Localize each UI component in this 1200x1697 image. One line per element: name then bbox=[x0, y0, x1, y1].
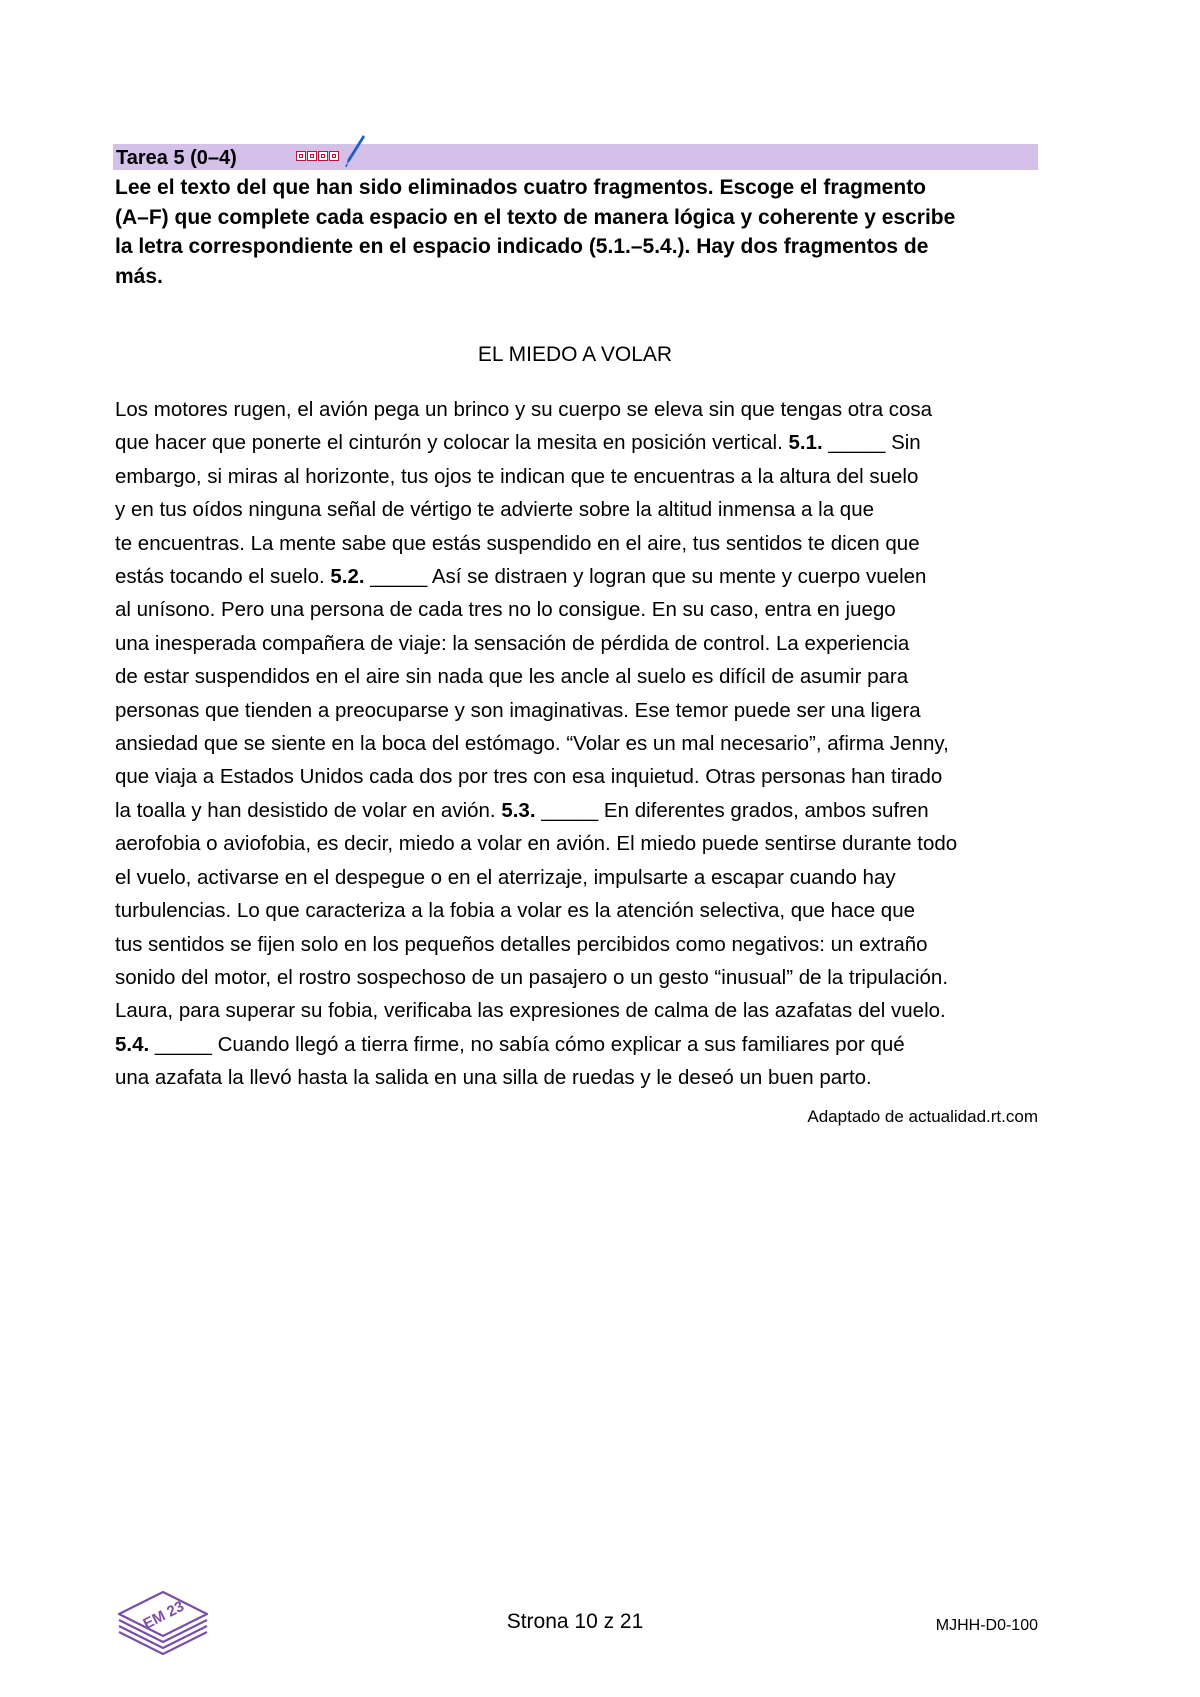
text-segment: aerofobia o aviofobia, es decir, miedo a volar en avión. El miedo puede sentirse durante todo bbox=[115, 832, 958, 856]
text-segment: sonido del motor, el rostro sospechoso de un pasajero o un gesto “inusual” de la tripulación. bbox=[115, 965, 949, 989]
text-segment: una azafata la llevó hasta la salida en una silla de ruedas y le deseó un buen parto. bbox=[115, 1066, 872, 1090]
task-header bbox=[113, 144, 1038, 170]
document-code: MJHH-D0-100 bbox=[935, 1617, 1038, 1634]
text-segment: una inesperada compañera de viaje: la sensación de pérdida de control. La experiencia bbox=[115, 631, 910, 655]
text-segment: y en tus oídos ninguna señal de vértigo te advierte sobre la altitud inmensa a la que bbox=[115, 498, 874, 522]
text-line bbox=[115, 593, 1050, 626]
text-line bbox=[115, 527, 1050, 560]
text-segment: _____ En diferentes grados, ambos sufren bbox=[535, 798, 929, 822]
text-segment: Los motores rugen, el avión pega un brinco y su cuerpo se eleva sin que tengas otra cosa bbox=[115, 398, 933, 421]
text-segment: al unísono. Pero una persona de cada tres no lo consigue. En su caso, entra en juego bbox=[115, 598, 896, 622]
task-title: Tarea 5 (0–4) bbox=[116, 147, 237, 169]
gap-label: 5.2. bbox=[330, 565, 365, 589]
text-segment: te encuentras. La mente sabe que estás suspendido en el aire, tus sentidos te dicen que bbox=[115, 531, 920, 555]
instruction-line: (A–F) que complete cada espacio en el texto de manera lógica y coherente y escribe bbox=[115, 205, 956, 229]
text-segment: Laura, para superar su fobia, verificaba las expresiones de calma de las azafatas del vuelo. bbox=[115, 999, 946, 1023]
text-line bbox=[115, 727, 1050, 760]
text-segment: _____ Cuando llegó a tierra firme, no sabía cómo explicar a sus familiares por qué bbox=[149, 1032, 905, 1056]
text-segment: _____ Así se distraen y logran que su mente y cuerpo vuelen bbox=[364, 565, 927, 589]
text-line bbox=[115, 694, 1050, 727]
text-line bbox=[115, 928, 1050, 961]
reading-text bbox=[115, 393, 1050, 1095]
text-line bbox=[115, 493, 1050, 526]
text-line bbox=[115, 994, 1050, 1027]
text-segment: ansiedad que se siente en la boca del estómago. “Volar es un mal necesario”, afirma Jenny, bbox=[115, 732, 949, 756]
text-segment: que hacer que ponerte el cinturón y colocar la mesita en posición vertical. bbox=[115, 431, 789, 455]
text-line bbox=[115, 794, 1050, 827]
gap-label: 5.1. bbox=[788, 431, 823, 455]
text-line bbox=[115, 560, 1050, 593]
gap-label: 5.3. bbox=[501, 798, 536, 822]
text-line bbox=[115, 827, 1050, 860]
text-line bbox=[115, 760, 1050, 793]
score-boxes-icon bbox=[296, 151, 340, 163]
instruction-line: la letra correspondiente en el espacio indicado (5.1.–5.4.). Hay dos fragmentos de bbox=[115, 235, 929, 258]
text-line bbox=[115, 627, 1050, 660]
text-line bbox=[115, 1028, 1050, 1061]
text-segment: el vuelo, activarse en el despegue o en el aterrizaje, impulsarte a escapar cuando hay bbox=[115, 865, 896, 889]
text-line bbox=[115, 393, 1050, 426]
pencil-icon bbox=[344, 134, 366, 168]
text-segment: embargo, si miras al horizonte, tus ojos te indican que te encuentras a la altura del suelo bbox=[115, 464, 919, 488]
text-segment: estás tocando el suelo. bbox=[115, 565, 331, 589]
instruction-line: Lee el texto del que han sido eliminados cuatro fragmentos. Escoge el fragmento bbox=[115, 176, 927, 199]
text-segment: turbulencias. Lo que caracteriza a la fobia a volar es la atención selectiva, que hace que bbox=[115, 899, 916, 923]
text-line bbox=[115, 660, 1050, 693]
text-segment: que viaja a Estados Unidos cada dos por tres con esa inquietud. Otras personas han tirado bbox=[115, 765, 943, 789]
logo-text: EM 23 bbox=[140, 1597, 187, 1633]
text-line bbox=[115, 894, 1050, 927]
text-line bbox=[115, 961, 1050, 994]
text-line bbox=[115, 460, 1050, 493]
gap-label: 5.4. bbox=[115, 1032, 150, 1056]
text-segment: _____ Sin bbox=[822, 431, 921, 455]
instruction-line: más. bbox=[115, 264, 163, 288]
page-number: Strona 10 z 21 bbox=[506, 1610, 644, 1633]
text-segment: personas que tienden a preocuparse y son imaginativas. Ese temor puede ser una ligera bbox=[115, 698, 921, 722]
text-line bbox=[115, 1061, 1050, 1094]
text-title: EL MIEDO A VOLAR bbox=[477, 343, 673, 366]
text-segment: tus sentidos se fijen solo en los pequeños detalles percibidos como negativos: un extraño bbox=[115, 932, 928, 956]
task-instructions bbox=[115, 173, 1045, 291]
text-segment: de estar suspendidos en el aire sin nada que les ancle al suelo es difícil de asumir para bbox=[115, 665, 909, 689]
source-attribution: Adaptado de actualidad.rt.com bbox=[807, 1107, 1038, 1126]
text-segment: la toalla y han desistido de volar en avión. bbox=[115, 798, 502, 822]
text-line bbox=[115, 426, 1050, 459]
text-line bbox=[115, 861, 1050, 894]
